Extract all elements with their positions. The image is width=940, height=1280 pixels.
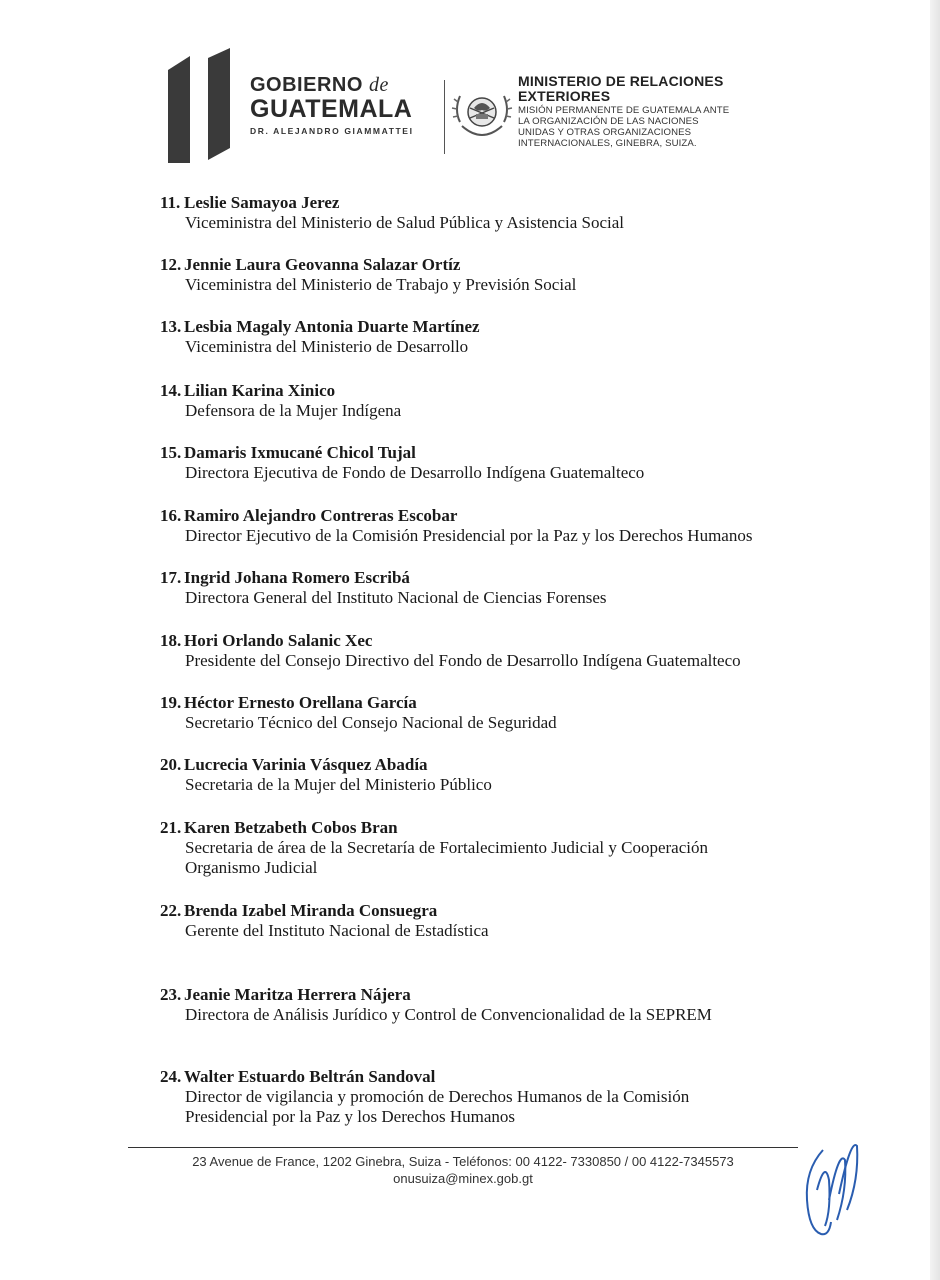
item-role: Viceministra del Ministerio de Trabajo y Previsión Social	[185, 275, 577, 294]
item-name: Lucrecia Varinia Vásquez Abadía	[184, 755, 428, 774]
coat-of-arms-icon	[450, 82, 514, 148]
list-item	[160, 255, 860, 295]
item-role: Director Ejecutivo de la Comisión Presidencial por la Paz y los Derechos Humanos	[185, 526, 753, 545]
ministry-subtitle-line1: MISIÓN PERMANENTE DE GUATEMALA ANTE	[518, 105, 730, 116]
ministry-subtitle-line3: UNIDAS Y OTRAS ORGANIZACIONES	[518, 127, 692, 138]
footer-address: 23 Avenue de France, 1202 Ginebra, Suiza - Teléfonos: 00 4122- 7330850 / 00 4122-7345573	[192, 1154, 734, 1169]
item-role: Viceministra del Ministerio de Salud Pública y Asistencia Social	[185, 213, 625, 232]
footer-divider	[128, 1147, 798, 1148]
list-item	[160, 568, 860, 608]
ministry-title-line2: EXTERIORES	[518, 88, 611, 104]
list-item	[160, 818, 860, 878]
list-item	[160, 631, 860, 671]
item-number: 19.	[160, 693, 182, 712]
item-number: 21.	[160, 818, 182, 837]
list-item	[160, 985, 860, 1025]
ministry-title-line1: MINISTERIO DE RELACIONES	[518, 73, 724, 89]
item-role-continued: Organismo Judicial	[185, 858, 318, 877]
item-name: Ramiro Alejandro Contreras Escobar	[184, 506, 458, 525]
footer	[128, 1153, 798, 1187]
item-name: Héctor Ernesto Orellana García	[184, 693, 417, 712]
item-number: 23.	[160, 985, 182, 1004]
item-role: Secretaria de área de la Secretaría de Fortalecimiento Judicial y Cooperación	[185, 838, 708, 857]
item-number: 12.	[160, 255, 182, 274]
item-name: Ingrid Johana Romero Escribá	[184, 568, 410, 587]
item-role: Defensora de la Mujer Indígena	[185, 401, 402, 420]
footer-email: onusuiza@minex.gob.gt	[393, 1171, 533, 1186]
header-divider	[444, 80, 445, 154]
item-name: Hori Orlando Salanic Xec	[184, 631, 373, 650]
gobierno-word: GOBIERNO	[250, 74, 363, 96]
item-name: Karen Betzabeth Cobos Bran	[184, 818, 398, 837]
item-number: 16.	[160, 506, 182, 525]
item-role: Director de vigilancia y promoción de Derechos Humanos de la Comisión	[185, 1087, 690, 1106]
item-role-continued: Presidencial por la Paz y los Derechos Humanos	[185, 1107, 515, 1126]
item-name: Walter Estuardo Beltrán Sandoval	[184, 1067, 436, 1086]
ministry-subtitle-line4: INTERNACIONALES, GINEBRA, SUIZA.	[518, 138, 697, 149]
ministry-block	[518, 74, 768, 149]
item-role: Presidente del Consejo Directivo del Fondo de Desarrollo Indígena Guatemalteco	[185, 651, 741, 670]
list-item	[160, 693, 860, 733]
item-number: 17.	[160, 568, 182, 587]
item-name: Damaris Ixmucané Chicol Tujal	[184, 443, 416, 462]
item-number: 20.	[160, 755, 182, 774]
item-name: Jennie Laura Geovanna Salazar Ortíz	[184, 255, 461, 274]
item-name: Lesbia Magaly Antonia Duarte Martínez	[184, 317, 480, 336]
list-item	[160, 193, 860, 233]
item-name: Jeanie Maritza Herrera Nájera	[184, 985, 411, 1004]
item-number: 22.	[160, 901, 182, 920]
item-name: Brenda Izabel Miranda Consuegra	[184, 901, 438, 920]
handwritten-initials	[795, 1130, 875, 1250]
item-role: Secretaria de la Mujer del Ministerio Público	[185, 775, 492, 794]
item-name: Lilian Karina Xinico	[184, 381, 336, 400]
list-item	[160, 755, 860, 795]
government-wordmark	[250, 74, 440, 136]
item-role: Gerente del Instituto Nacional de Estadística	[185, 921, 489, 940]
government-logo-bars	[168, 48, 234, 163]
list-item	[160, 506, 860, 546]
item-number: 14.	[160, 381, 182, 400]
item-number: 18.	[160, 631, 182, 650]
item-role: Directora Ejecutiva de Fondo de Desarrollo Indígena Guatemalteco	[185, 463, 645, 482]
item-name: Leslie Samayoa Jerez	[184, 193, 340, 212]
letterhead	[160, 40, 760, 170]
item-number: 11.	[160, 193, 181, 212]
item-number: 15.	[160, 443, 182, 462]
page-edge-shadow	[930, 0, 940, 1280]
list-item	[160, 381, 860, 421]
item-role: Directora General del Instituto Nacional de Ciencias Forenses	[185, 588, 607, 607]
guatemala-word: GUATEMALA	[250, 95, 413, 123]
de-word: de	[368, 74, 389, 96]
list-item	[160, 443, 860, 483]
list-item	[160, 1067, 860, 1127]
item-role: Viceministra del Ministerio de Desarrollo	[185, 337, 469, 356]
list-item	[160, 901, 860, 941]
item-number: 24.	[160, 1067, 182, 1086]
list-item	[160, 317, 860, 357]
item-role: Directora de Análisis Jurídico y Control de Convencionalidad de la SEPREM	[185, 1005, 712, 1024]
ministry-subtitle-line2: LA ORGANIZACIÓN DE LAS NACIONES	[518, 116, 699, 127]
item-number: 13.	[160, 317, 182, 336]
item-role: Secretario Técnico del Consejo Nacional de Seguridad	[185, 713, 557, 732]
president-name: DR. ALEJANDRO GIAMMATTEI	[250, 126, 414, 136]
